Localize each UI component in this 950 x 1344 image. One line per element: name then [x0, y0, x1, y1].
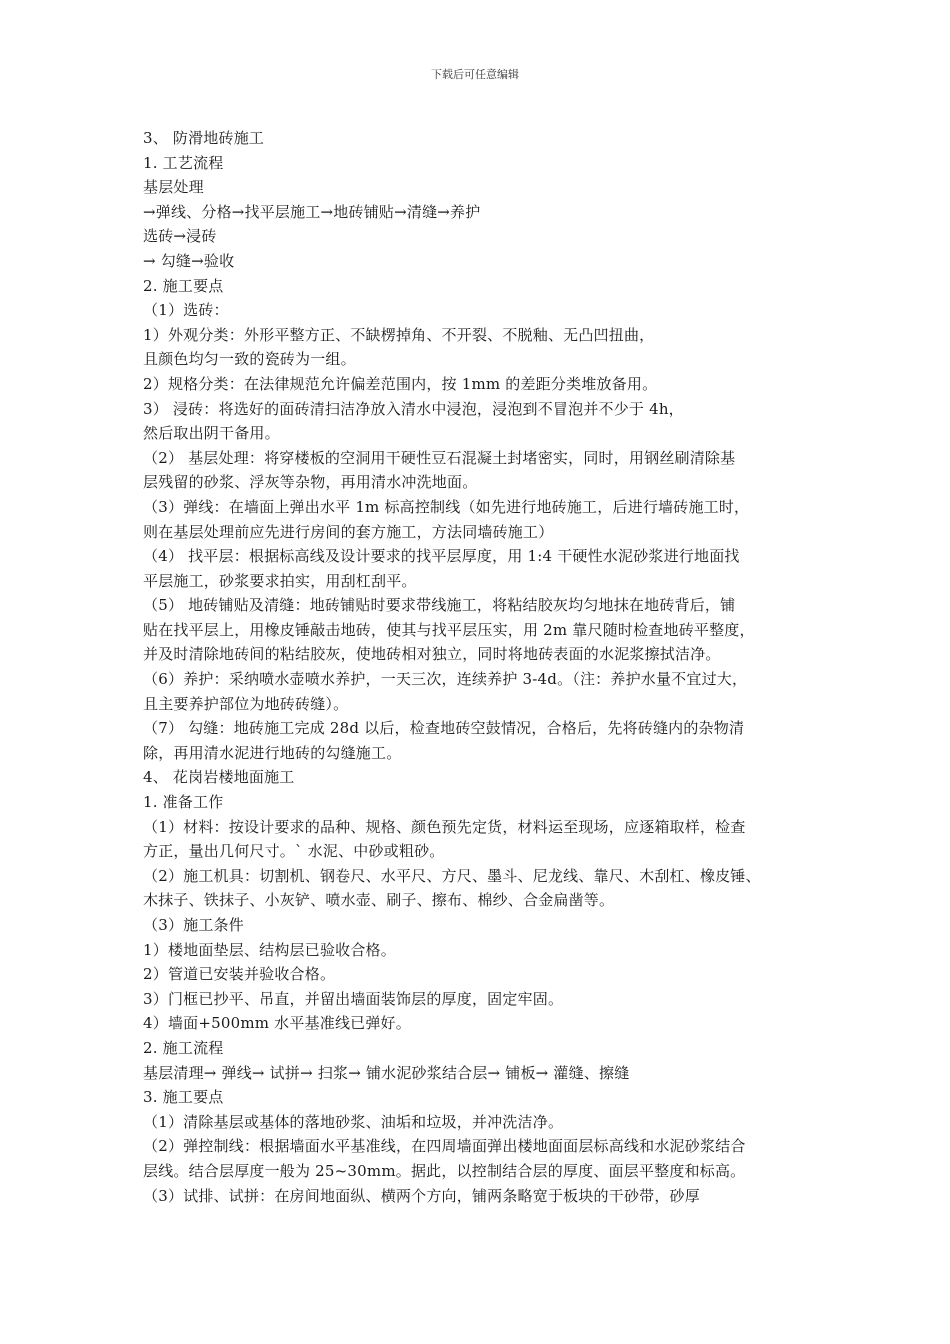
text-line: 3） 浸砖：将选好的面砖清扫洁净放入清水中浸泡，浸泡到不冒泡并不少于 4h， [143, 399, 684, 418]
text-line: 2. 施工要点 [143, 276, 224, 295]
document-body [143, 126, 843, 1208]
text-line: 1. 准备工作 [143, 793, 224, 812]
text-line: 3）门框已抄平、吊直，并留出墙面装饰层的厚度，固定牢固。 [143, 989, 564, 1008]
text-line: 则在基层处理前应先进行房间的套方施工，方法同墙砖施工） [143, 522, 554, 541]
text-line: （1）清除基层或基体的落地砂浆、油垢和垃圾，并冲洗洁净。 [143, 1112, 564, 1131]
text-line: （3）试排、试拼：在房间地面纵、横两个方向，铺两条略宽于板块的干砂带，砂厚 [143, 1186, 700, 1205]
text-line: （6）养护：采纳喷水壶喷水养护，一天三次，连续养护 3-4d。（注：养护水量不宜过大， [143, 670, 748, 689]
text-line: （4） 找平层：根据标高线及设计要求的找平层厚度，用 1:4 干硬性水泥砂浆进行地面找 [143, 547, 740, 566]
text-line: （3）弹线：在墙面上弹出水平 1m 标高控制线（如先进行地砖施工，后进行墙砖施工时， [143, 497, 750, 516]
text-line: 1）外观分类：外形平整方正、不缺楞掉角、不开裂、不脱釉、无凸凹扭曲， [143, 325, 655, 344]
text-line: （1）材料：按设计要求的品种、规格、颜色预先定货，材料运至现场，应逐箱取样，检查 [143, 817, 746, 836]
text-line: 3、 防滑地砖施工 [143, 129, 265, 147]
text-line: 基层清理→ 弹线→ 试拼→ 扫浆→ 铺水泥砂浆结合层→ 铺板→ 灌缝、擦缝 [143, 1063, 630, 1082]
text-line: 然后取出阴干备用。 [143, 424, 280, 443]
text-line: （2）弹控制线：根据墙面水平基准线，在四周墙面弹出楼地面面层标高线和水泥砂浆结合 [143, 1137, 746, 1156]
text-line: 且主要养护部位为地砖砖缝）。 [143, 694, 349, 713]
text-line: 4）墙面+500mm 水平基准线已弹好。 [143, 1014, 411, 1033]
text-line: 且颜色均匀一致的瓷砖为一组。 [143, 350, 356, 369]
text-line: 选砖→浸砖 [143, 227, 217, 246]
text-line: 2. 施工流程 [143, 1038, 224, 1057]
text-line: 平层施工，砂浆要求拍实，用刮杠刮平。 [143, 571, 417, 590]
text-line: 2）管道已安装并验收合格。 [143, 965, 336, 984]
text-line: 1）楼地面垫层、结构层已验收合格。 [143, 940, 396, 959]
text-line: （2）施工机具：切割机、钢卷尺、水平尺、方尺、墨斗、尼龙线、靠尺、木刮杠、橡皮锤、 [143, 866, 761, 885]
text-line: （2） 基层处理：将穿楼板的空洞用干硬性豆石混凝土封堵密实，同时，用钢丝刷清除基 [143, 448, 736, 467]
text-line: 层线。结合层厚度一般为 25~30mm。据此，以控制结合层的厚度、面层平整度和标高。 [143, 1161, 746, 1180]
text-line: →弹线、分格→找平层施工→地砖铺贴→清缝→养护 [143, 202, 481, 221]
text-line: → 勾缝→验收 [143, 251, 235, 270]
text-line: 基层处理 [143, 178, 204, 197]
text-line: （3）施工条件 [143, 916, 244, 934]
text-line: 3. 施工要点 [143, 1088, 224, 1107]
text-line: （7） 勾缝：地砖施工完成 28d 以后，检查地砖空鼓情况，合格后，先将砖缝内的杂物清 [143, 719, 745, 738]
text-line: 方正，量出几何尺寸。` 水泥、中砂或粗砂。 [143, 842, 445, 861]
text-line: 1. 工艺流程 [143, 153, 224, 172]
text-line: 并及时清除地砖间的粘结胶灰，使地砖相对独立，同时将地砖表面的水泥浆擦拭洁净。 [143, 645, 721, 664]
text-line: （5） 地砖铺贴及清缝：地砖铺贴时要求带线施工，将粘结胶灰均匀地抹在地砖背后，铺 [143, 596, 736, 615]
text-line: 4、 花岗岩楼地面施工 [143, 768, 295, 787]
text-line: 层残留的砂浆、浮灰等杂物，再用清水冲洗地面。 [143, 473, 478, 492]
text-line: （1）选砖： [143, 301, 229, 320]
text-line: 除，再用清水泥进行地砖的勾缝施工。 [143, 743, 402, 762]
text-line: 木抹子、铁抹子、小灰铲、喷水壶、刷子、擦布、棉纱、合金扁凿等。 [143, 891, 615, 910]
text-line: 贴在找平层上，用橡皮锤敲击地砖，使其与找平层压实，用 2m 靠尺随时检查地砖平整度， [143, 620, 755, 639]
text-line: 2）规格分类：在法律规范允许偏差范围内，按 1mm 的差距分类堆放备用。 [143, 374, 658, 393]
page-header: 下载后可任意编辑 [431, 68, 519, 81]
